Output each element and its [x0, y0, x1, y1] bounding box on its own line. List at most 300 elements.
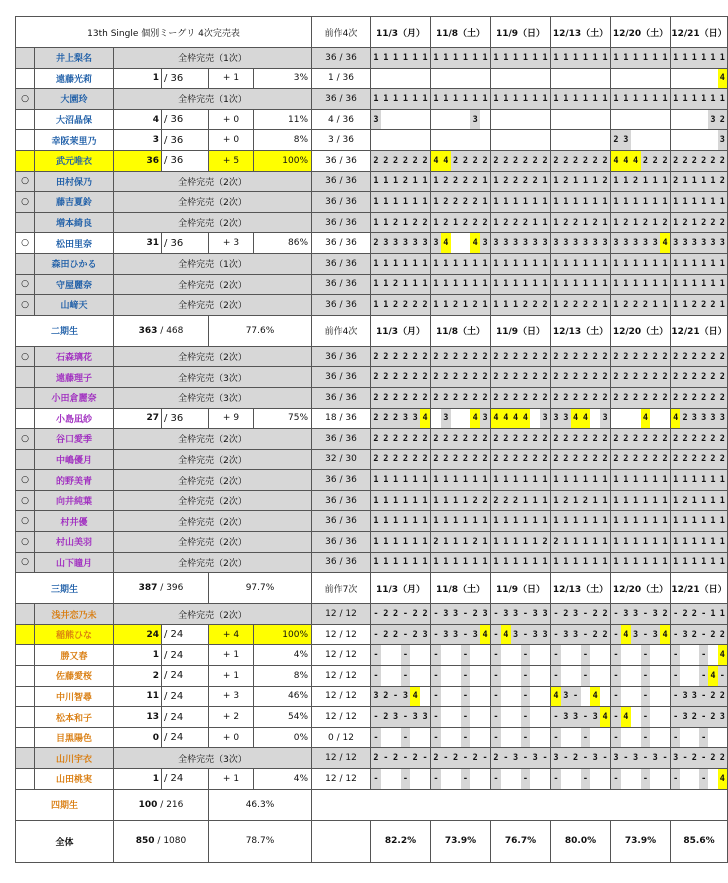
slot-cell: [391, 728, 401, 748]
slot-cell: 1: [371, 192, 381, 212]
slot-cell: 1: [431, 511, 441, 531]
slot-cell: 1: [371, 89, 381, 109]
slot-cell: 1: [391, 553, 401, 573]
slot-cell: 2: [530, 429, 540, 449]
slot-cell: -: [699, 625, 708, 645]
slot-cell: 2: [561, 491, 571, 511]
slot-cell: 2: [581, 388, 591, 408]
slot-cell: 2: [391, 151, 401, 171]
date-slots: [371, 68, 431, 89]
slot-cell: 1: [431, 295, 441, 315]
slot-cell: 2: [690, 429, 699, 449]
slot-cell: [491, 69, 501, 89]
mark-circle: ○: [16, 274, 35, 295]
slot-cell: 2: [650, 367, 660, 387]
slot-cell: [501, 645, 511, 665]
slot-cell: 2: [680, 429, 689, 449]
date-header: 11/8（土）: [431, 315, 491, 346]
date-slots: [611, 387, 671, 408]
slot-cell: 2: [530, 172, 540, 192]
slot-cell: 1: [650, 511, 660, 531]
slot-cell: 2: [571, 388, 581, 408]
slot-cell: [631, 130, 641, 150]
slot-cell: 3: [631, 625, 641, 645]
slot-cell: [621, 409, 631, 429]
member-count-value: 2: [152, 670, 159, 681]
member-name: 村山美羽: [35, 532, 114, 553]
member-prev: 36 / 36: [312, 171, 371, 192]
slot-cell: 3: [551, 233, 561, 253]
slot-cell: [501, 687, 511, 707]
slot-cell: 2: [521, 450, 531, 470]
slot-cell: 1: [401, 491, 411, 511]
slot-cell: 2: [530, 347, 540, 367]
slot-cell: 1: [621, 275, 631, 295]
slot-cell: 3: [561, 687, 571, 707]
slot-cell: 1: [530, 532, 540, 552]
date-slots: [611, 727, 671, 748]
slot-cell: 2: [501, 347, 511, 367]
slot-cell: 2: [611, 347, 621, 367]
slot-cell: 1: [410, 511, 420, 531]
slot-cell: [480, 130, 490, 150]
slot-cell: 2: [451, 450, 461, 470]
slot-cell: [511, 728, 521, 748]
slot-cell: -: [521, 748, 531, 768]
slot-cell: -: [461, 769, 471, 789]
slot-cell: [501, 728, 511, 748]
slot-cell: 1: [521, 532, 531, 552]
slot-cell: 2: [690, 707, 699, 727]
slot-cell: 1: [718, 48, 727, 68]
slot-cell: 3: [441, 409, 451, 429]
slot-cell: 1: [551, 511, 561, 531]
slot-cell: 2: [650, 388, 660, 408]
slot-cell: 2: [401, 172, 411, 192]
slot-cell: 1: [451, 275, 461, 295]
member-count: [114, 150, 162, 171]
slot-cell: 3: [480, 409, 490, 429]
mark-circle: [16, 109, 35, 130]
member-prev: 36 / 36: [312, 470, 371, 491]
slot-cell: 1: [401, 192, 411, 212]
slot-cell: 2: [708, 295, 717, 315]
slot-cell: 1: [431, 254, 441, 274]
slot-cell: [600, 687, 610, 707]
slot-cell: 1: [680, 553, 689, 573]
slot-cell: 1: [650, 192, 660, 212]
slot-cell: 1: [718, 470, 727, 490]
slot-cell: 1: [501, 470, 511, 490]
total-count-value: 850: [135, 836, 155, 847]
slot-cell: [461, 233, 471, 253]
member-count: [114, 666, 162, 687]
slot-cell: [641, 110, 651, 130]
mark-circle: [16, 604, 35, 625]
slot-cell: 1: [381, 48, 391, 68]
member-row: [16, 511, 728, 532]
slot-cell: 1: [511, 295, 521, 315]
blank-cell: [312, 789, 728, 820]
date-header: 11/9（日）: [491, 17, 551, 48]
date-slots: [671, 645, 728, 666]
slot-cell: 1: [491, 511, 501, 531]
slot-cell: 1: [540, 491, 550, 511]
slot-cell: -: [491, 707, 501, 727]
slot-cell: [530, 666, 540, 686]
date-slots: [431, 769, 491, 790]
slot-cell: 1: [571, 470, 581, 490]
date-slots: [431, 253, 491, 274]
slot-cell: 1: [420, 254, 430, 274]
slot-cell: 1: [621, 172, 631, 192]
slot-cell: [381, 666, 391, 686]
slot-cell: 1: [530, 491, 540, 511]
slot-cell: 2: [561, 295, 571, 315]
slot-cell: 1: [491, 192, 501, 212]
member-percent: 8%: [254, 130, 312, 151]
mark-circle: ○: [16, 532, 35, 553]
date-slots: [671, 511, 728, 532]
date-slots: [611, 171, 671, 192]
slot-cell: -: [581, 748, 591, 768]
slot-cell: 2: [671, 450, 680, 470]
slot-cell: [571, 769, 581, 789]
slot-cell: 1: [521, 254, 531, 274]
slot-cell: 1: [420, 275, 430, 295]
member-row: [16, 48, 728, 69]
slot-cell: 2: [530, 450, 540, 470]
slot-cell: [441, 110, 451, 130]
slot-cell: 1: [540, 213, 550, 233]
slot-cell: [511, 707, 521, 727]
slot-cell: -: [671, 687, 680, 707]
slot-cell: 1: [431, 553, 441, 573]
slot-cell: [501, 69, 511, 89]
slot-cell: [680, 666, 689, 686]
date-slots: [671, 748, 728, 769]
slot-cell: 1: [381, 295, 391, 315]
date-slots: [431, 727, 491, 748]
date-slots: [551, 511, 611, 532]
slot-cell: 3: [511, 233, 521, 253]
slot-cell: 2: [451, 151, 461, 171]
slot-cell: 1: [401, 553, 411, 573]
slot-cell: 1: [511, 254, 521, 274]
member-prev: 12 / 12: [312, 769, 371, 790]
slot-cell: 1: [680, 254, 689, 274]
slot-cell: [571, 69, 581, 89]
slot-cell: 2: [641, 347, 651, 367]
member-row: [16, 130, 728, 151]
slot-cell: -: [581, 728, 591, 748]
slot-cell: 2: [660, 347, 670, 367]
slot-cell: [371, 130, 381, 150]
slot-cell: 2: [420, 347, 430, 367]
slot-cell: [540, 728, 550, 748]
slot-cell: 2: [718, 151, 727, 171]
slot-cell: 1: [491, 172, 501, 192]
slot-cell: 1: [611, 275, 621, 295]
slot-cell: 2: [551, 450, 561, 470]
slot-cell: -: [371, 728, 381, 748]
slot-cell: 1: [420, 192, 430, 212]
slot-cell: [621, 645, 631, 665]
slot-cell: [590, 110, 600, 130]
date-slots: [491, 769, 551, 790]
slot-cell: 2: [410, 429, 420, 449]
date-slots: [431, 552, 491, 573]
status-sold-out: 全枠完売（3次）: [114, 748, 312, 769]
slot-cell: 1: [660, 532, 670, 552]
date-slots: [671, 68, 728, 89]
slot-cell: -: [491, 645, 501, 665]
slot-cell: 2: [540, 532, 550, 552]
slot-cell: [480, 707, 490, 727]
slot-cell: [511, 645, 521, 665]
mark-circle: ○: [16, 171, 35, 192]
slot-cell: 2: [501, 151, 511, 171]
date-slots: [431, 89, 491, 110]
member-name: 山田桃実: [35, 769, 114, 790]
member-prev: 12 / 12: [312, 666, 371, 687]
member-row: [16, 727, 728, 748]
date-slots: [551, 130, 611, 151]
slot-cell: 2: [718, 748, 727, 768]
slot-cell: 2: [461, 151, 471, 171]
section-header-row: [16, 573, 728, 604]
slot-cell: -: [671, 625, 680, 645]
slot-cell: 3: [718, 409, 727, 429]
slot-cell: -: [581, 769, 591, 789]
slot-cell: 1: [600, 213, 610, 233]
slot-cell: 2: [451, 347, 461, 367]
slot-cell: 3: [581, 233, 591, 253]
status-sold-out: 全枠完売（2次）: [114, 532, 312, 553]
member-prev: 32 / 30: [312, 449, 371, 470]
slot-cell: 1: [718, 192, 727, 212]
slot-cell: 4: [521, 409, 531, 429]
slot-cell: 1: [540, 172, 550, 192]
slot-cell: -: [420, 748, 430, 768]
slot-cell: 2: [391, 748, 401, 768]
slot-cell: 2: [391, 275, 401, 295]
member-prev: 12 / 12: [312, 645, 371, 666]
member-percent: 100%: [254, 624, 312, 645]
slot-cell: 2: [600, 388, 610, 408]
slot-cell: -: [381, 748, 391, 768]
slot-cell: 2: [511, 347, 521, 367]
member-percent: 4%: [254, 769, 312, 790]
slot-cell: 4: [660, 625, 670, 645]
slot-cell: 1: [461, 511, 471, 531]
slot-cell: 3: [391, 233, 401, 253]
slot-cell: 2: [391, 409, 401, 429]
slot-cell: -: [641, 707, 651, 727]
date-slots: [491, 408, 551, 429]
date-slots: [551, 449, 611, 470]
slot-cell: 1: [480, 470, 490, 490]
slot-cell: 2: [718, 367, 727, 387]
slot-cell: -: [461, 625, 471, 645]
date-slots: [671, 253, 728, 274]
slot-cell: 1: [590, 511, 600, 531]
generation-count-value: 387: [138, 583, 158, 594]
slot-cell: 1: [521, 89, 531, 109]
slot-cell: 1: [650, 213, 660, 233]
member-row: [16, 89, 728, 110]
member-name: 中嶋優月: [35, 449, 114, 470]
slot-cell: 2: [480, 491, 490, 511]
slot-cell: 1: [708, 172, 717, 192]
member-count-value: 24: [146, 629, 159, 640]
slot-cell: 1: [461, 48, 471, 68]
slot-cell: -: [431, 769, 441, 789]
date-percent: 80.0%: [551, 820, 611, 862]
mark-circle: ○: [16, 429, 35, 450]
date-slots: [491, 233, 551, 254]
slot-cell: 1: [511, 275, 521, 295]
slot-cell: 3: [401, 409, 411, 429]
date-slots: [431, 212, 491, 233]
slot-cell: -: [671, 666, 680, 686]
date-slots: [611, 748, 671, 769]
slot-cell: 3: [641, 233, 651, 253]
slot-cell: 3: [551, 748, 561, 768]
slot-cell: 4: [431, 151, 441, 171]
slot-cell: [470, 769, 480, 789]
member-increase: + 4: [209, 624, 254, 645]
slot-cell: 1: [501, 192, 511, 212]
slot-cell: 2: [491, 491, 501, 511]
member-count-value: 11: [146, 691, 159, 702]
slot-cell: 1: [551, 275, 561, 295]
slot-cell: [480, 666, 490, 686]
slot-cell: 1: [480, 511, 490, 531]
slot-cell: 3: [718, 130, 727, 150]
date-slots: [491, 470, 551, 491]
slot-cell: [660, 728, 670, 748]
slot-cell: [660, 110, 670, 130]
slot-cell: 2: [581, 295, 591, 315]
slot-cell: 2: [708, 625, 717, 645]
member-name: 藤吉夏鈴: [35, 192, 114, 213]
slot-cell: -: [431, 687, 441, 707]
member-percent: 8%: [254, 666, 312, 687]
member-name: 松田里奈: [35, 233, 114, 254]
slot-cell: 1: [581, 213, 591, 233]
slot-cell: 2: [571, 151, 581, 171]
date-slots: [491, 89, 551, 110]
slot-cell: 1: [530, 470, 540, 490]
slot-cell: 2: [470, 532, 480, 552]
slot-cell: 2: [540, 388, 550, 408]
slot-cell: 3: [571, 233, 581, 253]
date-slots: [491, 511, 551, 532]
date-slots: [671, 604, 728, 625]
slot-cell: 1: [371, 275, 381, 295]
slot-cell: 1: [671, 213, 680, 233]
member-prev: 36 / 36: [312, 233, 371, 254]
section-header-row: [16, 17, 728, 48]
date-header: 12/13（土）: [551, 573, 611, 604]
date-slots: [611, 109, 671, 130]
slot-cell: [511, 687, 521, 707]
slot-cell: -: [491, 666, 501, 686]
slot-cell: 2: [660, 213, 670, 233]
date-slots: [431, 490, 491, 511]
slot-cell: 1: [561, 48, 571, 68]
slot-cell: 1: [581, 254, 591, 274]
slot-cell: 1: [600, 192, 610, 212]
member-prev: 36 / 36: [312, 532, 371, 553]
member-row: [16, 624, 728, 645]
slot-cell: 3: [690, 687, 699, 707]
slot-cell: -: [611, 707, 621, 727]
slot-cell: 1: [671, 511, 680, 531]
slot-cell: 1: [708, 89, 717, 109]
slot-cell: -: [699, 666, 708, 686]
generation-percent: 46.3%: [209, 789, 312, 820]
slot-cell: 2: [660, 429, 670, 449]
slot-cell: 1: [611, 511, 621, 531]
slot-cell: 2: [470, 213, 480, 233]
slot-cell: [410, 130, 420, 150]
date-slots: [371, 150, 431, 171]
slot-cell: 1: [650, 89, 660, 109]
slot-cell: [621, 110, 631, 130]
slot-cell: 1: [600, 532, 610, 552]
slot-cell: 1: [581, 553, 591, 573]
slot-cell: -: [521, 604, 531, 624]
slot-cell: [461, 69, 471, 89]
date-slots: [431, 666, 491, 687]
slot-cell: 1: [410, 275, 420, 295]
date-slots: [671, 89, 728, 110]
date-slots: [611, 532, 671, 553]
slot-cell: 3: [451, 604, 461, 624]
date-slots: [371, 604, 431, 625]
date-slots: [671, 429, 728, 450]
slot-cell: [441, 687, 451, 707]
slot-cell: 2: [391, 213, 401, 233]
slot-cell: 3: [551, 409, 561, 429]
slot-cell: 1: [501, 295, 511, 315]
mark-circle: [16, 48, 35, 69]
member-increase: + 5: [209, 150, 254, 171]
member-prev: 36 / 36: [312, 253, 371, 274]
date-slots: [551, 707, 611, 728]
slot-cell: 1: [641, 89, 651, 109]
slot-cell: [561, 130, 571, 150]
slot-cell: [571, 728, 581, 748]
slot-cell: 2: [660, 604, 670, 624]
slot-cell: [420, 130, 430, 150]
slot-cell: 1: [530, 213, 540, 233]
slot-cell: 2: [431, 367, 441, 387]
slot-cell: [451, 233, 461, 253]
slot-cell: 1: [381, 470, 391, 490]
date-slots: [551, 233, 611, 254]
date-percent: 82.2%: [371, 820, 431, 862]
slot-cell: 1: [718, 532, 727, 552]
slot-cell: [699, 130, 708, 150]
slot-cell: [480, 69, 490, 89]
slot-cell: -: [371, 666, 381, 686]
slot-cell: 2: [671, 388, 680, 408]
slot-cell: 2: [690, 625, 699, 645]
date-slots: [611, 346, 671, 367]
